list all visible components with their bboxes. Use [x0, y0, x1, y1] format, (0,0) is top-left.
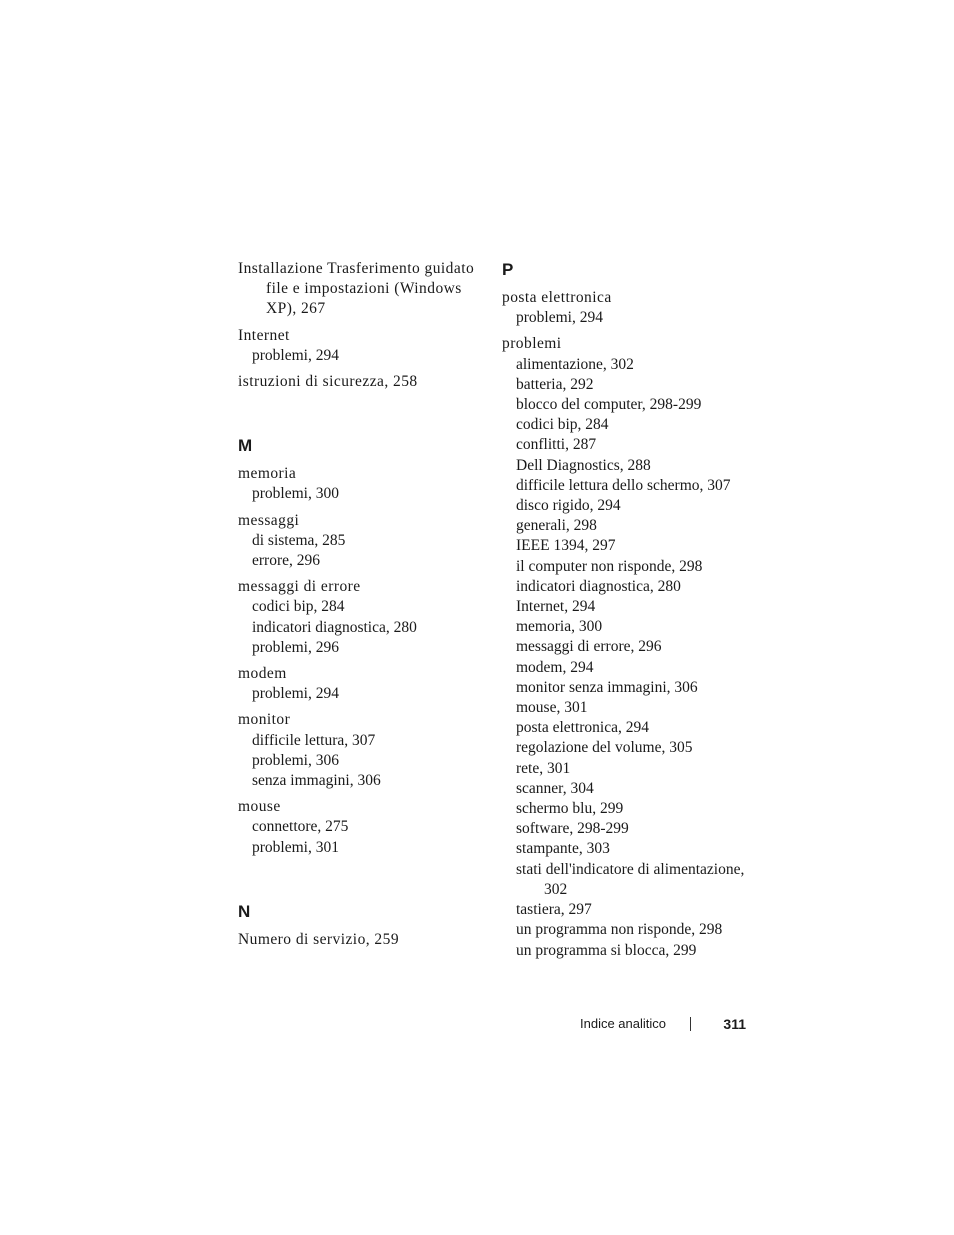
footer-separator [690, 1017, 691, 1031]
index-entry-term: messaggi [238, 511, 300, 529]
section-letter-n: N [238, 901, 251, 921]
index-subentry: problemi, 294 [516, 309, 603, 327]
index-entry [238, 326, 478, 366]
index-subentry: problemi, 294 [252, 685, 339, 703]
index-entry [502, 288, 762, 328]
index-group-i [238, 259, 478, 392]
index-entry [238, 930, 478, 950]
index-subentry: messaggi di errore, 296 [516, 638, 662, 656]
index-subentry: rete, 301 [516, 759, 571, 777]
index-subentry: problemi, 306 [252, 751, 339, 769]
index-subentry: problemi, 296 [252, 638, 339, 656]
index-entry [238, 464, 478, 504]
index-subentry: un programma si blocca, 299 [516, 941, 697, 959]
section-letter-m: M [238, 436, 253, 456]
index-entry [238, 577, 478, 658]
index-subentry: senza immagini, 306 [252, 772, 381, 790]
index-subentry: difficile lettura, 307 [252, 731, 376, 749]
index-group-p [502, 288, 762, 961]
index-subentry: regolazione del volume, 305 [516, 739, 693, 757]
index-subentry: scanner, 304 [516, 779, 594, 797]
index-entry [238, 259, 478, 320]
index-group-m [238, 464, 478, 858]
index-entry-term: istruzioni di sicurezza, 258 [238, 373, 418, 391]
index-subentry: tastiera, 297 [516, 901, 592, 919]
index-entry-term: Installazione Trasferimento guidato file e impostazioni (Windows XP), 267 [238, 260, 475, 318]
index-entry-term: memoria [238, 465, 297, 483]
section-letter-p: P [502, 260, 514, 279]
index-subentry: codici bip, 284 [516, 416, 609, 434]
index-subentry: codici bip, 284 [252, 598, 345, 616]
index-entry [238, 797, 478, 858]
index-subentry: stati dell'indicatore di alimentazione, 302 [516, 860, 745, 898]
index-entry-term: monitor [238, 711, 291, 729]
index-subentry: software, 298-299 [516, 820, 629, 838]
index-subentry: indicatori diagnostica, 280 [252, 618, 417, 636]
index-subentry: stampante, 303 [516, 840, 610, 858]
index-entry-term: messaggi di errore [238, 578, 361, 596]
index-subentry: Dell Diagnostics, 288 [516, 456, 651, 474]
index-subentry: alimentazione, 302 [516, 355, 634, 373]
index-subentry: mouse, 301 [516, 699, 588, 717]
index-subentry: difficile lettura dello schermo, 307 [516, 476, 731, 494]
index-group-n [238, 930, 478, 950]
index-subentry: problemi, 300 [252, 485, 339, 503]
index-entry [502, 334, 762, 960]
index-entry [238, 511, 478, 572]
index-entry [238, 372, 478, 392]
index-entry-term: problemi [502, 335, 562, 353]
index-subentry: conflitti, 287 [516, 436, 597, 454]
index-subentry: memoria, 300 [516, 618, 603, 636]
index-subentry: problemi, 301 [252, 838, 339, 856]
index-entry-term: Internet [238, 326, 290, 344]
index-right-column [502, 259, 762, 961]
index-subentry: schermo blu, 299 [516, 800, 624, 818]
index-subentry: generali, 298 [516, 517, 597, 535]
index-entry-term: modem [238, 665, 287, 683]
index-entry [238, 710, 478, 791]
index-subentry: il computer non risponde, 298 [516, 557, 703, 575]
index-subentry: un programma non risponde, 298 [516, 921, 723, 939]
index-left-column [238, 259, 478, 950]
index-entry-term: Numero di servizio, 259 [238, 930, 400, 948]
index-subentry: monitor senza immagini, 306 [516, 678, 698, 696]
index-entry-term: mouse [238, 798, 281, 816]
index-subentry: batteria, 292 [516, 375, 594, 393]
index-subentry: modem, 294 [516, 658, 594, 676]
index-subentry: di sistema, 285 [252, 531, 346, 549]
index-subentry: posta elettronica, 294 [516, 719, 649, 737]
index-subentry: problemi, 294 [252, 346, 339, 364]
index-subentry: errore, 296 [252, 552, 320, 570]
footer-section-title: Indice analitico [580, 1016, 666, 1031]
index-subentry: IEEE 1394, 297 [516, 537, 616, 555]
index-entry [238, 664, 478, 704]
index-subentry: Internet, 294 [516, 598, 596, 616]
index-subentry: indicatori diagnostica, 280 [516, 577, 681, 595]
page-number: 311 [723, 1016, 746, 1032]
index-subentry: connettore, 275 [252, 818, 349, 836]
index-subentry: disco rigido, 294 [516, 497, 621, 515]
index-subentry: blocco del computer, 298-299 [516, 396, 702, 414]
index-entry-term: posta elettronica [502, 289, 612, 306]
